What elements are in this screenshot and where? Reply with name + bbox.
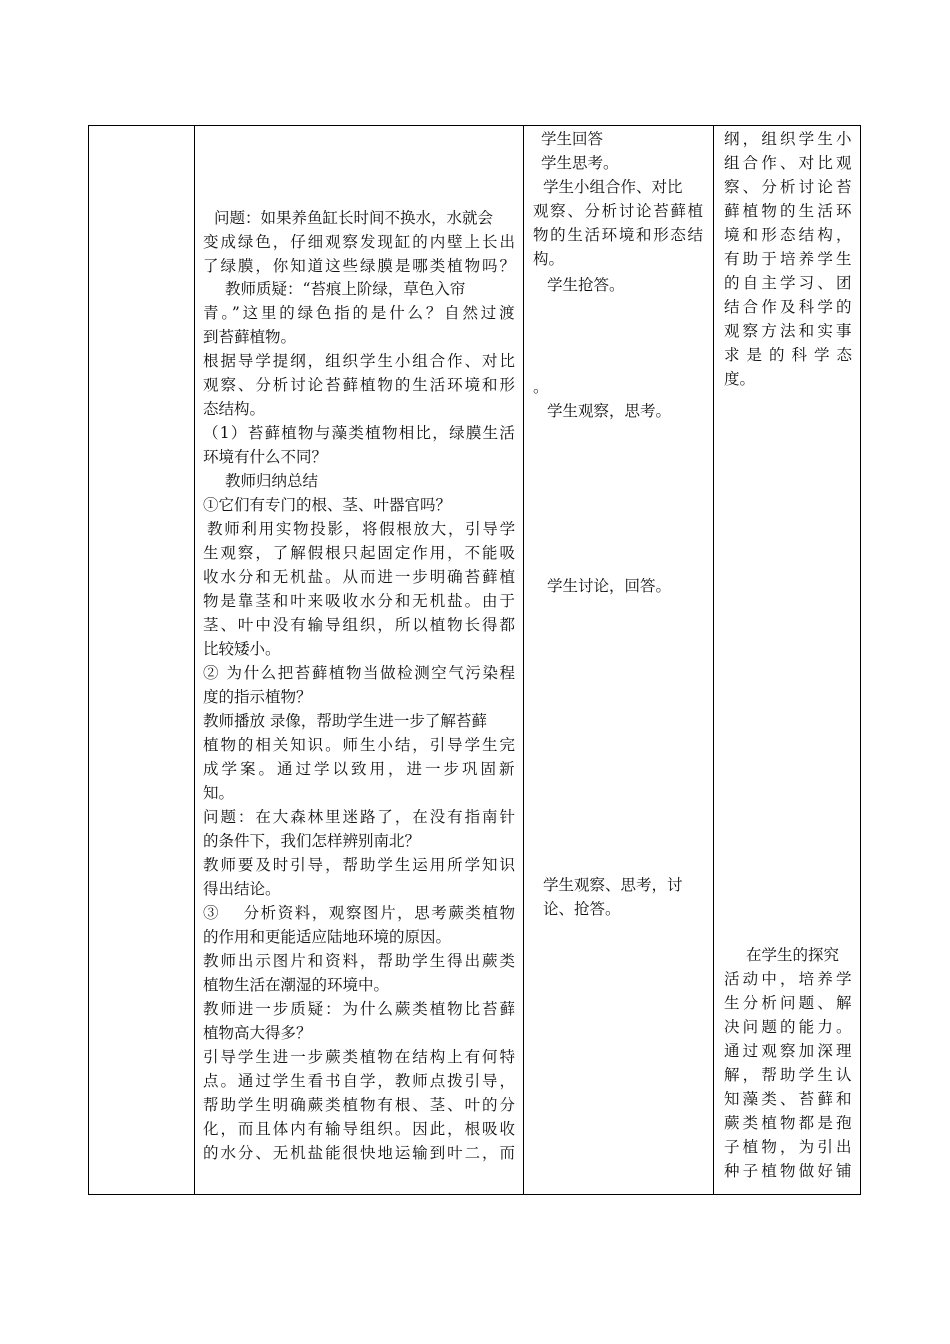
teacher-activity-line: 植物高大得多？ bbox=[203, 1024, 312, 1042]
design-intent-line: 生分析问题、解 bbox=[724, 994, 855, 1012]
teacher-activity-line: 教师利用实物投影，将假根放大，引导学 bbox=[207, 520, 517, 538]
teacher-activity-line: 教师进一步质疑：为什么蕨类植物比苔藓 bbox=[203, 1000, 517, 1018]
stage-column bbox=[89, 126, 194, 1194]
student-activity-line: 学生回答 bbox=[541, 130, 604, 148]
teacher-activity-line: 的条件下，我们怎样辨别南北？ bbox=[203, 832, 421, 850]
teacher-activity-line: 植物生活在潮湿的环境中。 bbox=[203, 976, 390, 994]
teacher-activity-line: 的作用和更能适应陆地环境的原因。 bbox=[203, 928, 452, 946]
design-intent-line: 组合作、对比观 bbox=[724, 154, 855, 172]
design-intent-line: 蕨类植物都是孢 bbox=[724, 1114, 855, 1132]
teacher-activity-line: 了绿膜，你知道这些绿膜是哪类植物吗？ bbox=[203, 257, 517, 275]
teacher-activity-line: 收水分和无机盐。从而进一步明确苔藓植 bbox=[203, 568, 517, 586]
teacher-activity-line: 教师质疑：“苔痕上阶绿，草色入帘 bbox=[225, 280, 466, 298]
design-intent-column bbox=[714, 126, 860, 1194]
student-activity-line: 学生抢答。 bbox=[547, 276, 625, 294]
teacher-activity-line: 问题：如果养鱼缸长时间不换水，水就会 bbox=[214, 209, 494, 227]
teacher-activity-column bbox=[195, 126, 523, 1194]
design-intent-line: 活动中，培养学 bbox=[724, 970, 855, 988]
design-intent-line: 纲，组织学生小 bbox=[724, 130, 855, 148]
teacher-activity-line: 问题：在大森林里迷路了，在没有指南针 bbox=[203, 808, 517, 826]
design-intent-line: 境和形态结构， bbox=[724, 226, 855, 244]
teacher-activity-line: 茎、叶中没有输导组织，所以植物长得都 bbox=[203, 616, 517, 634]
teacher-activity-line: 教师归纳总结 bbox=[225, 472, 319, 490]
teacher-activity-line: （1）苔藓植物与藻类植物相比，绿膜生活 bbox=[203, 424, 517, 442]
teacher-activity-line: 引导学生进一步蕨类植物在结构上有何特 bbox=[203, 1048, 517, 1066]
student-activity-line: 学生思考。 bbox=[541, 154, 619, 172]
teacher-activity-line: 成学案。通过学以致用，进一步巩固新 bbox=[203, 760, 518, 778]
teacher-activity-line: 生观察，了解假根只起固定作用，不能吸 bbox=[203, 544, 517, 562]
teacher-activity-line: 态结构。 bbox=[203, 400, 266, 418]
teacher-activity-line: 教师播放 录像，帮助学生进一步了解苔藓 bbox=[203, 712, 487, 730]
teacher-activity-line: 物是靠茎和叶来吸收水分和无机盐。由于 bbox=[203, 592, 517, 610]
teacher-activity-line: 教师出示图片和资料，帮助学生得出蕨类 bbox=[203, 952, 517, 970]
teacher-activity-line: 比较矮小。 bbox=[203, 640, 281, 658]
teacher-activity-line: 变成绿色，仔细观察发现缸的内壁上长出 bbox=[203, 233, 517, 251]
teacher-activity-line: 度的指示植物？ bbox=[203, 688, 312, 706]
student-activity-line: 观察、分析讨论苔藓植 bbox=[533, 202, 705, 220]
teacher-activity-line: 根据导学提纲，组织学生小组合作、对比 bbox=[203, 352, 517, 370]
design-intent-line: 子植物，为引出 bbox=[724, 1138, 855, 1156]
design-intent-line: 观察方法和实事 bbox=[724, 322, 855, 340]
student-activity-line: 论、抢答。 bbox=[543, 900, 621, 918]
design-intent-line: 藓植物的生活环 bbox=[724, 202, 855, 220]
student-activity-line: 学生小组合作、对比 bbox=[543, 178, 683, 196]
design-intent-line: 度。 bbox=[724, 370, 756, 388]
design-intent-line: 有助于培养学生 bbox=[724, 250, 855, 268]
teacher-activity-line: 到苔藓植物。 bbox=[203, 328, 297, 346]
design-intent-line: 的自主学习、团 bbox=[724, 274, 855, 292]
design-intent-line: 求是的科学态 bbox=[724, 346, 860, 364]
lesson-plan-table bbox=[88, 125, 861, 1195]
teacher-activity-line: 知。 bbox=[203, 784, 235, 802]
teacher-activity-line: 点。通过学生看书自学，教师点拨引导， bbox=[203, 1072, 517, 1090]
design-intent-line: 解，帮助学生认 bbox=[724, 1066, 855, 1084]
teacher-activity-line: 青。”这里的绿色指的是什么？自然过渡 bbox=[203, 304, 518, 322]
teacher-activity-line: 得出结论。 bbox=[203, 880, 281, 898]
student-activity-line: 物的生活环境和形态结 bbox=[533, 226, 705, 244]
student-activity-line: 学生观察、思考，讨 bbox=[543, 876, 683, 894]
teacher-activity-line: 教师要及时引导，帮助学生运用所学知识 bbox=[203, 856, 517, 874]
design-intent-line: 结合作及科学的 bbox=[724, 298, 855, 316]
teacher-activity-line: 化，而且体内有输导组织。因此，根吸收 bbox=[203, 1120, 517, 1138]
student-activity-line: 构。 bbox=[533, 250, 565, 268]
student-activity-line: 。 bbox=[533, 378, 549, 396]
teacher-activity-line: ①它们有专门的根、茎、叶器官吗？ bbox=[203, 496, 452, 514]
teacher-activity-line: 帮助学生明确蕨类植物有根、茎、叶的分 bbox=[203, 1096, 517, 1114]
teacher-activity-line: 观察、分析讨论苔藓植物的生活环境和形 bbox=[203, 376, 517, 394]
teacher-activity-line: 环境有什么不同？ bbox=[203, 448, 328, 466]
teacher-activity-line: ③ 分析资料，观察图片，思考蕨类植物 bbox=[203, 904, 517, 922]
design-intent-line: 在学生的探究 bbox=[746, 946, 840, 964]
student-activity-line: 学生观察，思考。 bbox=[547, 402, 672, 420]
design-intent-line: 通过观察加深理 bbox=[724, 1042, 855, 1060]
teacher-activity-line: 的水分、无机盐能很快地运输到叶二，而 bbox=[203, 1144, 517, 1162]
design-intent-line: 察、分析讨论苔 bbox=[724, 178, 855, 196]
design-intent-line: 决问题的能力。 bbox=[724, 1018, 855, 1036]
student-activity-column bbox=[524, 126, 713, 1194]
design-intent-line: 知藻类、苔藓和 bbox=[724, 1090, 855, 1108]
design-intent-line: 种子植物做好铺 bbox=[724, 1162, 855, 1180]
teacher-activity-line: 植物的相关知识。师生小结，引导学生完 bbox=[203, 736, 517, 754]
student-activity-line: 学生讨论，回答。 bbox=[547, 577, 672, 595]
teacher-activity-line: ② 为什么把苔藓植物当做检测空气污染程 bbox=[203, 664, 517, 682]
